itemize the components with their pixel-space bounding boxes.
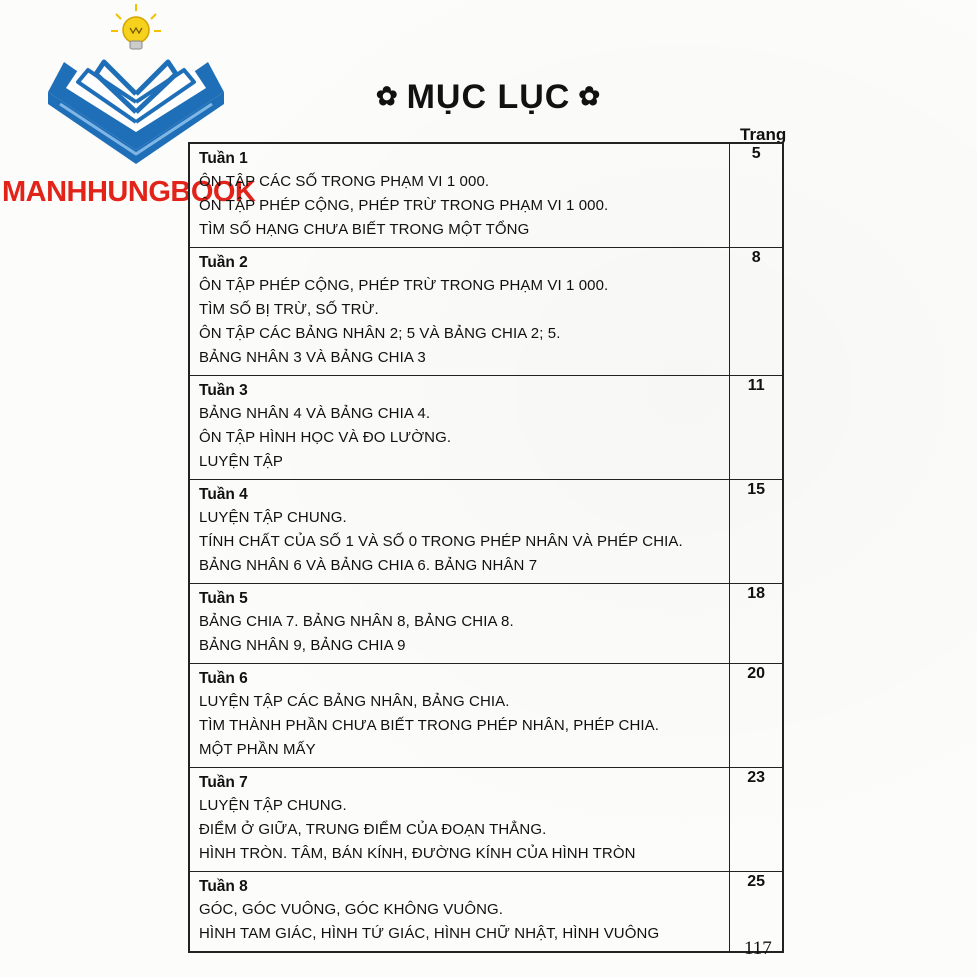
lesson-title: LUYỆN TẬP CÁC BẢNG NHÂN, BẢNG CHIA. [199, 693, 510, 710]
week-label: Tuần 7 [199, 774, 248, 791]
page-number: 117 [744, 938, 772, 959]
week-label: Tuần 2 [199, 254, 248, 271]
toc-page-number: 8 [730, 248, 783, 376]
week-label: Tuần 6 [199, 670, 248, 687]
page-title: MỤC LỤC [406, 78, 571, 116]
lesson-title: HÌNH TRÒN. TÂM, BÁN KÍNH, ĐƯỜNG KÍNH CỦA HÌNH TRÒN [199, 845, 636, 862]
toc-row [189, 376, 783, 480]
flower-right-icon: ✿ [578, 81, 602, 111]
lesson-title: LUYỆN TẬP CHUNG. [199, 797, 347, 814]
lesson-title: BẢNG NHÂN 3 VÀ BẢNG CHIA 3 [199, 349, 426, 366]
toc-page-number: 15 [730, 480, 783, 584]
brand-name: MANHHUNGBOOK [2, 176, 256, 208]
lesson-title: ÔN TẬP HÌNH HỌC VÀ ĐO LƯỜNG. [199, 429, 452, 446]
lesson-title: MỘT PHẦN MẤY [199, 741, 316, 758]
toc-row [189, 872, 783, 953]
lesson-title: TÌM THÀNH PHẦN CHƯA BIẾT TRONG PHÉP NHÂN, PHÉP CHIA. [199, 717, 660, 734]
toc-page-number: 18 [730, 584, 783, 664]
lesson-title: BẢNG CHIA 7. BẢNG NHÂN 8, BẢNG CHIA 8. [199, 613, 514, 630]
toc-entry-content [189, 143, 730, 248]
week-label: Tuần 5 [199, 590, 248, 607]
week-label: Tuần 8 [199, 878, 248, 895]
toc-entry-content [189, 248, 730, 376]
toc-row [189, 143, 783, 248]
lesson-title: TÍNH CHẤT CỦA SỐ 1 VÀ SỐ 0 TRONG PHÉP NHÂN VÀ PHÉP CHIA. [199, 533, 683, 550]
table-of-contents [188, 142, 784, 953]
toc-entry-content [189, 872, 730, 953]
toc-row [189, 480, 783, 584]
lesson-title: LUYỆN TẬP CHUNG. [199, 509, 347, 526]
toc-page-number: 23 [730, 768, 783, 872]
toc-entry-content [189, 480, 730, 584]
lesson-title: HÌNH TAM GIÁC, HÌNH TỨ GIÁC, HÌNH CHỮ NHẬT, HÌNH VUÔNG [199, 925, 660, 942]
toc-entry-content [189, 584, 730, 664]
lesson-title: TÌM SỐ HẠNG CHƯA BIẾT TRONG MỘT TỔNG [199, 221, 530, 238]
flower-left-icon: ✿ [375, 81, 399, 111]
toc-page-number: 5 [730, 143, 783, 248]
toc-body [189, 143, 783, 952]
week-label: Tuần 1 [199, 150, 248, 167]
toc-entry-content [189, 664, 730, 768]
toc-row [189, 664, 783, 768]
page-column-header: Trang [740, 125, 787, 144]
lightbulb-icon [111, 4, 161, 49]
week-label: Tuần 3 [199, 382, 248, 399]
lesson-title: BẢNG NHÂN 4 VÀ BẢNG CHIA 4. [199, 405, 431, 422]
lesson-title: GÓC, GÓC VUÔNG, GÓC KHÔNG VUÔNG. [199, 901, 504, 918]
toc-row [189, 248, 783, 376]
toc-row [189, 768, 783, 872]
lesson-title: ĐIỂM Ở GIỮA, TRUNG ĐIỂM CỦA ĐOẠN THẲNG. [199, 821, 547, 838]
toc-entry-content [189, 768, 730, 872]
lesson-title: ÔN TẬP PHÉP CỘNG, PHÉP TRỪ TRONG PHẠM VI 1 000. [199, 277, 609, 294]
lesson-title: ÔN TẬP CÁC BẢNG NHÂN 2; 5 VÀ BẢNG CHIA 2; 5. [199, 325, 561, 342]
toc-row [189, 584, 783, 664]
lesson-title: ÔN TẬP PHÉP CỘNG, PHÉP TRỪ TRONG PHẠM VI 1 000. [199, 197, 609, 214]
toc-page-number: 20 [730, 664, 783, 768]
toc-page-number: 25 [730, 872, 783, 953]
toc-page-number: 11 [730, 376, 783, 480]
lesson-title: TÌM SỐ BỊ TRỪ, SỐ TRỪ. [199, 301, 379, 318]
lesson-title: BẢNG NHÂN 9, BẢNG CHIA 9 [199, 637, 406, 654]
lesson-title: LUYỆN TẬP [199, 453, 283, 470]
lesson-title: ÔN TẬP CÁC SỐ TRONG PHẠM VI 1 000. [199, 173, 490, 190]
week-label: Tuần 4 [199, 486, 248, 503]
toc-heading [0, 78, 977, 117]
toc-entry-content [189, 376, 730, 480]
lesson-title: BẢNG NHÂN 6 VÀ BẢNG CHIA 6. BẢNG NHÂN 7 [199, 557, 538, 574]
